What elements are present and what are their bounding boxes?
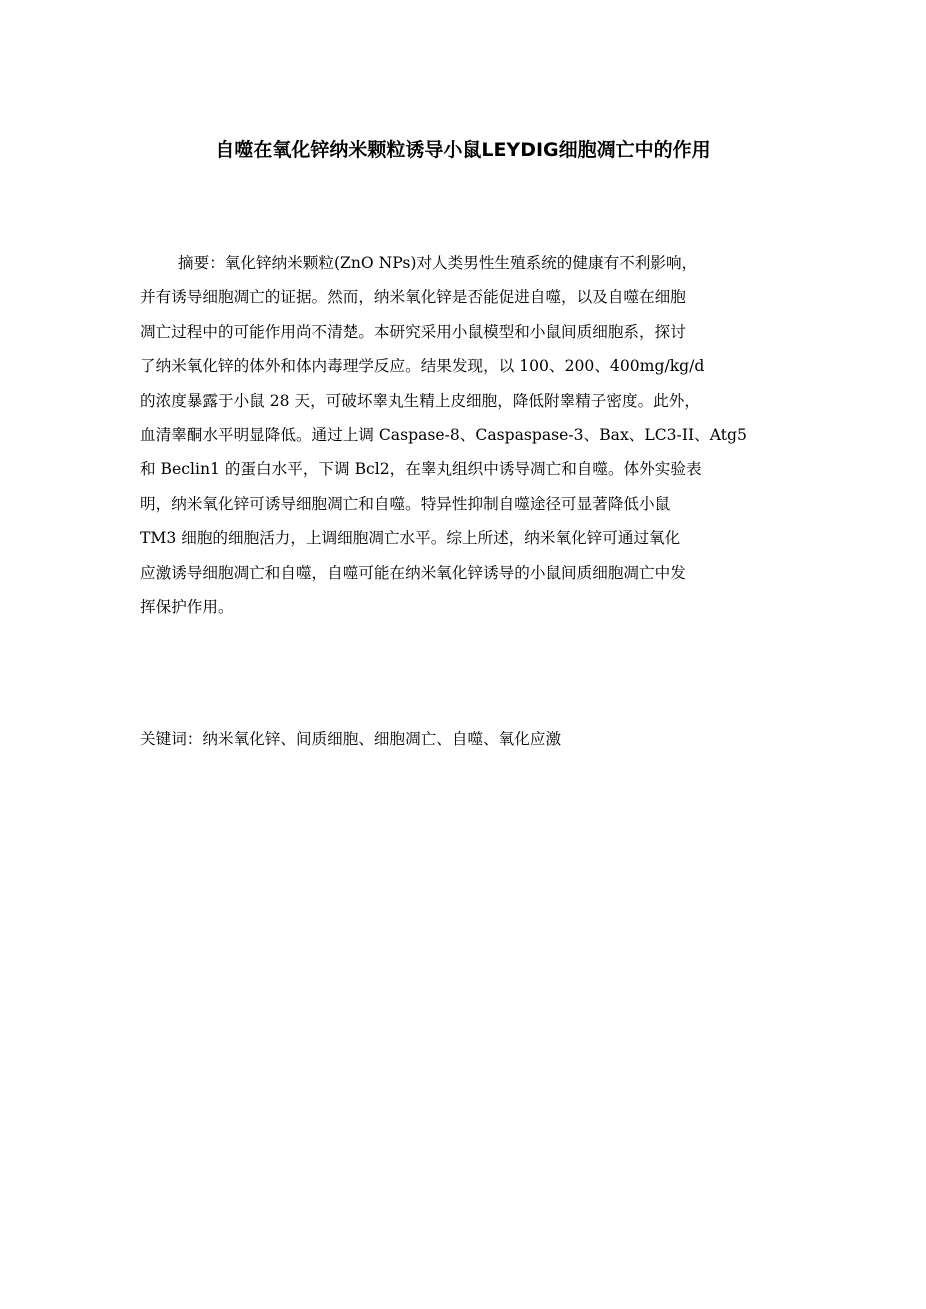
abstract-line: TM3 细胞的细胞活力，上调细胞凋亡水平。综上所述，纳米氧化锌可通过氧化 xyxy=(140,529,681,548)
abstract-line: 了纳米氧化锌的体外和体内毒理学反应。结果发现，以 100、200、400mg/kg/d xyxy=(140,357,705,376)
abstract-line: 应激诱导细胞凋亡和自噬，自噬可能在纳米氧化锌诱导的小鼠间质细胞凋亡中发 xyxy=(140,563,686,582)
abstract-line: 挥保护作用。 xyxy=(140,597,234,616)
abstract-line: 和 Beclin1 的蛋白水平，下调 Bcl2，在睾丸组织中诱导凋亡和自噬。体外实验表 xyxy=(140,460,702,479)
abstract-line: 血清睾酮水平明显降低。通过上调 Caspase-8、Caspaspase-3、Bax、LC3-II、Atg5 xyxy=(140,425,747,444)
keywords-line: 关键词：纳米氧化锌、间质细胞、细胞凋亡、自噬、氧化应激 xyxy=(140,730,562,748)
abstract-line: 的浓度暴露于小鼠 28 天，可破坏睾丸生精上皮细胞，降低附睾精子密度。此外， xyxy=(140,391,700,410)
document-title: 自噬在氧化锌纳米颗粒诱导小鼠LEYDIG细胞凋亡中的作用 xyxy=(215,139,711,161)
abstract-paragraph xyxy=(140,246,790,624)
abstract-line: 摘要：氧化锌纳米颗粒(ZnO NPs)对人类男性生殖系统的健康有不利影响， xyxy=(178,254,698,272)
abstract-line: 明，纳米氧化锌可诱导细胞凋亡和自噬。特异性抑制自噬途径可显著降低小鼠 xyxy=(140,494,671,513)
abstract-line: 并有诱导细胞凋亡的证据。然而，纳米氧化锌是否能促进自噬，以及自噬在细胞 xyxy=(140,288,686,307)
abstract-line: 凋亡过程中的可能作用尚不清楚。本研究采用小鼠模型和小鼠间质细胞系，探讨 xyxy=(140,322,686,341)
